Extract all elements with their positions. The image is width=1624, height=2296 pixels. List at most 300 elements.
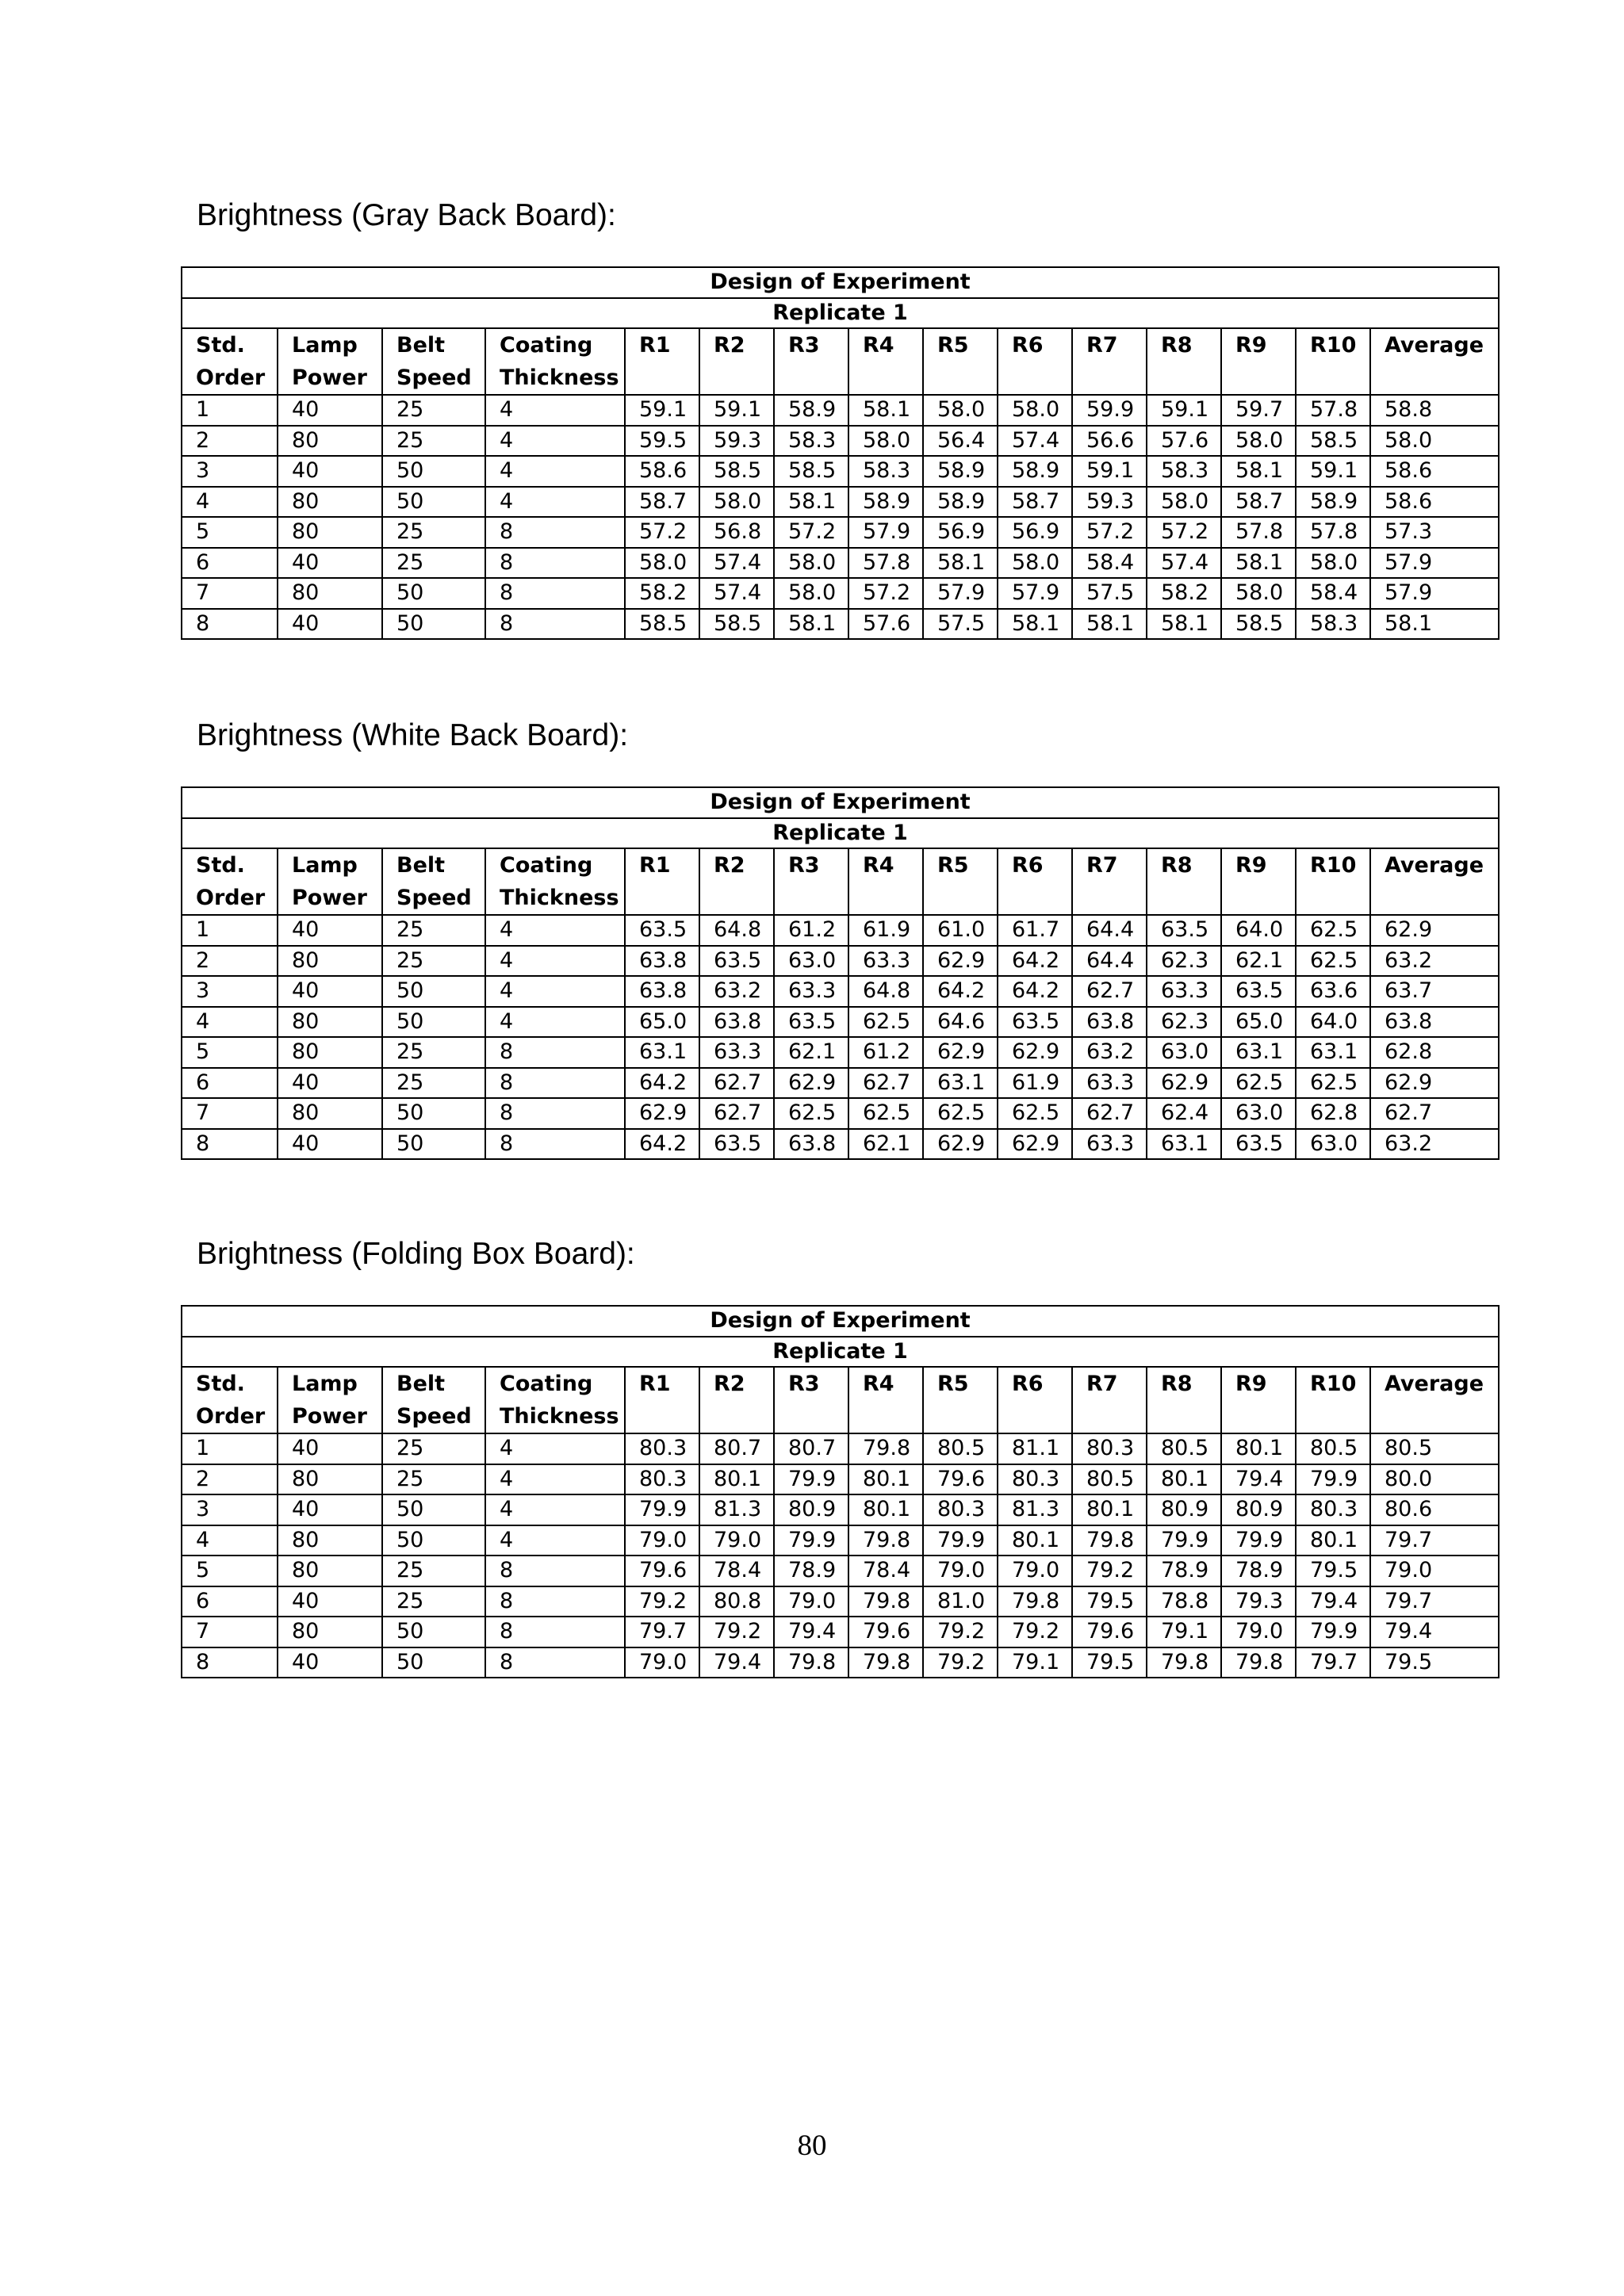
- table-cell: 79.4: [699, 1647, 774, 1678]
- table-cell: 79.9: [625, 1494, 699, 1525]
- table-cell: 78.9: [774, 1556, 848, 1586]
- table-cell: 79.8: [1072, 1525, 1147, 1556]
- column-header-row: [182, 848, 1499, 915]
- table-cell: 62.5: [1296, 915, 1370, 946]
- table-cell: 58.7: [998, 487, 1072, 518]
- table-cell: 57.8: [1296, 395, 1370, 426]
- table-cell: 25: [382, 395, 485, 426]
- table-body: [182, 787, 1499, 1159]
- table-cell: 80.1: [848, 1464, 923, 1495]
- table-cell: 79.2: [1072, 1556, 1147, 1586]
- table-cell: 78.9: [1221, 1556, 1296, 1586]
- table-cell: 64.0: [1296, 1007, 1370, 1038]
- table-cell: 58.0: [998, 395, 1072, 426]
- table-cell: 58.0: [1221, 426, 1296, 457]
- table-cell: 58.0: [848, 426, 923, 457]
- table-cell: 63.1: [1221, 1037, 1296, 1068]
- table-header-sub: Replicate 1: [182, 1337, 1499, 1368]
- table-cell: 57.8: [1221, 517, 1296, 548]
- table-cell: 79.7: [1370, 1586, 1499, 1617]
- column-header: R1: [625, 1367, 699, 1433]
- table-cell: 79.8: [848, 1525, 923, 1556]
- table-cell: 59.1: [625, 395, 699, 426]
- table-cell: 64.2: [625, 1068, 699, 1099]
- table-cell: 58.5: [1296, 426, 1370, 457]
- table-cell: 63.5: [998, 1007, 1072, 1038]
- column-header: R9: [1221, 848, 1296, 915]
- column-header: R6: [998, 848, 1072, 915]
- table-header-main: Design of Experiment: [182, 787, 1499, 818]
- table-cell: 8: [485, 578, 625, 609]
- table-cell: 7: [182, 1617, 278, 1647]
- table-cell: 80.5: [1370, 1433, 1499, 1464]
- page-number: 80: [797, 2130, 827, 2162]
- table-cell: 50: [382, 1647, 485, 1678]
- section-title-gray: Brightness (Gray Back Board):: [197, 198, 616, 232]
- table-cell: 57.2: [1072, 517, 1147, 548]
- table-cell: 62.8: [1370, 1037, 1499, 1068]
- table-cell: 1: [182, 395, 278, 426]
- table-cell: 79.9: [1296, 1617, 1370, 1647]
- table-cell: 81.3: [699, 1494, 774, 1525]
- table-cell: 63.8: [699, 1007, 774, 1038]
- table-cell: 79.4: [1370, 1617, 1499, 1647]
- column-header: R5: [923, 1367, 998, 1433]
- table-cell: 25: [382, 946, 485, 977]
- table-cell: 79.0: [625, 1525, 699, 1556]
- table-cell: 62.7: [1072, 976, 1147, 1007]
- table-cell: 80.3: [625, 1433, 699, 1464]
- table-cell: 5: [182, 1556, 278, 1586]
- column-header: R9: [1221, 1367, 1296, 1433]
- table-gray-back-board: [181, 266, 1500, 640]
- table-cell: 40: [278, 548, 382, 579]
- table-cell: 80.1: [998, 1525, 1072, 1556]
- table-cell: 57.9: [923, 578, 998, 609]
- column-header: R4: [848, 848, 923, 915]
- table-cell: 80.1: [699, 1464, 774, 1495]
- table-cell: 6: [182, 548, 278, 579]
- table-cell: 80.1: [848, 1494, 923, 1525]
- table-cell: 61.9: [848, 915, 923, 946]
- table-cell: 64.2: [625, 1129, 699, 1160]
- table-cell: 64.8: [848, 976, 923, 1007]
- table-cell: 58.5: [699, 456, 774, 487]
- table-header-main: Design of Experiment: [182, 1306, 1499, 1337]
- table-cell: 79.8: [1221, 1647, 1296, 1678]
- table-cell: 79.8: [848, 1647, 923, 1678]
- column-header: R10: [1296, 848, 1370, 915]
- table-cell: 79.8: [1147, 1647, 1221, 1678]
- table-cell: 4: [182, 1525, 278, 1556]
- table-cell: 8: [182, 609, 278, 640]
- table-cell: 63.0: [1296, 1129, 1370, 1160]
- column-header: R8: [1147, 848, 1221, 915]
- table-cell: 79.0: [998, 1556, 1072, 1586]
- table-cell: 62.7: [1072, 1098, 1147, 1129]
- table-cell: 58.9: [923, 456, 998, 487]
- table-row: [182, 1129, 1499, 1160]
- table-cell: 4: [485, 426, 625, 457]
- table-cell: 6: [182, 1586, 278, 1617]
- table-cell: 3: [182, 1494, 278, 1525]
- table-row: [182, 395, 1499, 426]
- table-cell: 5: [182, 1037, 278, 1068]
- table-cell: 79.0: [699, 1525, 774, 1556]
- table-cell: 57.2: [1147, 517, 1221, 548]
- table-cell: 40: [278, 1647, 382, 1678]
- table-cell: 57.2: [848, 578, 923, 609]
- table-cell: 61.0: [923, 915, 998, 946]
- table-cell: 63.5: [1221, 976, 1296, 1007]
- table-cell: 62.9: [923, 1037, 998, 1068]
- table-cell: 79.5: [1072, 1586, 1147, 1617]
- table-cell: 64.2: [923, 976, 998, 1007]
- table-cell: 62.5: [1296, 1068, 1370, 1099]
- table-cell: 81.0: [923, 1586, 998, 1617]
- table-cell: 80: [278, 1525, 382, 1556]
- table-cell: 58.6: [1370, 487, 1499, 518]
- table-cell: 80.9: [1221, 1494, 1296, 1525]
- table-cell: 25: [382, 1068, 485, 1099]
- table-row: [182, 1647, 1499, 1678]
- column-header: Lamp Power: [278, 1367, 382, 1433]
- table-cell: 79.0: [1370, 1556, 1499, 1586]
- table-cell: 50: [382, 1525, 485, 1556]
- table-cell: 62.5: [848, 1007, 923, 1038]
- table-row: [182, 1586, 1499, 1617]
- table-cell: 63.8: [625, 946, 699, 977]
- table-cell: 2: [182, 946, 278, 977]
- table-cell: 58.9: [774, 395, 848, 426]
- table-cell: 80.3: [625, 1464, 699, 1495]
- table-cell: 58.0: [1370, 426, 1499, 457]
- table-cell: 8: [485, 1068, 625, 1099]
- table-cell: 63.1: [625, 1037, 699, 1068]
- table-cell: 79.0: [625, 1647, 699, 1678]
- table-cell: 58.9: [848, 487, 923, 518]
- table-cell: 79.6: [848, 1617, 923, 1647]
- table-cell: 57.2: [774, 517, 848, 548]
- column-header: R7: [1072, 1367, 1147, 1433]
- table-cell: 57.4: [998, 426, 1072, 457]
- table-cell: 62.5: [1221, 1068, 1296, 1099]
- column-header: R1: [625, 328, 699, 395]
- column-header: R7: [1072, 848, 1147, 915]
- table-cell: 62.9: [774, 1068, 848, 1099]
- table-cell: 63.8: [625, 976, 699, 1007]
- table-cell: 58.3: [1296, 609, 1370, 640]
- table-cell: 58.5: [774, 456, 848, 487]
- table-cell: 79.4: [1221, 1464, 1296, 1495]
- column-header: R3: [774, 328, 848, 395]
- table-cell: 80.0: [1370, 1464, 1499, 1495]
- column-header: R1: [625, 848, 699, 915]
- table-cell: 63.3: [774, 976, 848, 1007]
- table-cell: 58.0: [1296, 548, 1370, 579]
- table-cell: 59.7: [1221, 395, 1296, 426]
- column-header: Belt Speed: [382, 848, 485, 915]
- column-header: R4: [848, 328, 923, 395]
- table-cell: 5: [182, 517, 278, 548]
- column-header: Average: [1370, 328, 1499, 395]
- table-cell: 58.8: [1370, 395, 1499, 426]
- table-cell: 4: [485, 1433, 625, 1464]
- table-cell: 40: [278, 915, 382, 946]
- table-cell: 63.7: [1370, 976, 1499, 1007]
- table-cell: 63.5: [774, 1007, 848, 1038]
- table-cell: 62.7: [848, 1068, 923, 1099]
- table-cell: 62.9: [625, 1098, 699, 1129]
- table-cell: 56.4: [923, 426, 998, 457]
- table-cell: 63.2: [1072, 1037, 1147, 1068]
- table-cell: 2: [182, 426, 278, 457]
- table-cell: 58.5: [625, 609, 699, 640]
- column-header: Lamp Power: [278, 328, 382, 395]
- column-header: R2: [699, 848, 774, 915]
- table-cell: 80.1: [1072, 1494, 1147, 1525]
- table-cell: 50: [382, 1007, 485, 1038]
- table-cell: 80.8: [699, 1586, 774, 1617]
- table-cell: 80.7: [774, 1433, 848, 1464]
- table-cell: 63.5: [1221, 1129, 1296, 1160]
- table-cell: 57.9: [1370, 578, 1499, 609]
- table-cell: 62.8: [1296, 1098, 1370, 1129]
- table-cell: 50: [382, 1129, 485, 1160]
- column-header: Average: [1370, 848, 1499, 915]
- table-row: [182, 1494, 1499, 1525]
- table-cell: 81.1: [998, 1433, 1072, 1464]
- table-cell: 57.4: [699, 578, 774, 609]
- table-cell: 63.0: [1221, 1098, 1296, 1129]
- table-cell: 80.9: [1147, 1494, 1221, 1525]
- table-row: [182, 946, 1499, 977]
- table-cell: 64.4: [1072, 915, 1147, 946]
- table-cell: 59.3: [1072, 487, 1147, 518]
- table-cell: 62.1: [848, 1129, 923, 1160]
- table-cell: 58.5: [1221, 609, 1296, 640]
- table-cell: 4: [182, 487, 278, 518]
- table-cell: 59.3: [699, 426, 774, 457]
- column-header: Belt Speed: [382, 328, 485, 395]
- table-cell: 79.5: [1370, 1647, 1499, 1678]
- table-cell: 7: [182, 1098, 278, 1129]
- table-cell: 25: [382, 517, 485, 548]
- table-cell: 56.9: [923, 517, 998, 548]
- table-cell: 61.2: [774, 915, 848, 946]
- table-cell: 65.0: [1221, 1007, 1296, 1038]
- table-cell: 62.3: [1147, 1007, 1221, 1038]
- column-header: R8: [1147, 328, 1221, 395]
- table-cell: 50: [382, 976, 485, 1007]
- table-cell: 78.4: [699, 1556, 774, 1586]
- table-cell: 8: [485, 1556, 625, 1586]
- table-cell: 79.4: [774, 1617, 848, 1647]
- table-row: [182, 578, 1499, 609]
- table-cell: 40: [278, 1494, 382, 1525]
- table-cell: 50: [382, 487, 485, 518]
- table-cell: 4: [485, 1007, 625, 1038]
- table-cell: 78.4: [848, 1556, 923, 1586]
- table-cell: 79.2: [998, 1617, 1072, 1647]
- table-cell: 79.7: [1370, 1525, 1499, 1556]
- table-cell: 80.3: [998, 1464, 1072, 1495]
- table-cell: 79.3: [1221, 1586, 1296, 1617]
- table-row: [182, 487, 1499, 518]
- table-cell: 8: [485, 1037, 625, 1068]
- column-header: R7: [1072, 328, 1147, 395]
- table-cell: 57.5: [1072, 578, 1147, 609]
- table-cell: 58.5: [699, 609, 774, 640]
- table-white-back-board: [181, 786, 1500, 1160]
- table-cell: 58.7: [625, 487, 699, 518]
- table-cell: 63.0: [1147, 1037, 1221, 1068]
- table-cell: 4: [485, 976, 625, 1007]
- table-cell: 58.0: [625, 548, 699, 579]
- table-cell: 62.1: [1221, 946, 1296, 977]
- column-header: R5: [923, 848, 998, 915]
- table-row: [182, 1433, 1499, 1464]
- table-cell: 4: [485, 1525, 625, 1556]
- table-cell: 63.1: [1296, 1037, 1370, 1068]
- table-cell: 80: [278, 487, 382, 518]
- table-cell: 8: [485, 1617, 625, 1647]
- table-cell: 50: [382, 1617, 485, 1647]
- column-header: Coating Thickness: [485, 1367, 625, 1433]
- table-row: [182, 976, 1499, 1007]
- table-cell: 57.9: [1370, 548, 1499, 579]
- table-row: [182, 1525, 1499, 1556]
- table-cell: 40: [278, 976, 382, 1007]
- table-cell: 62.7: [1370, 1098, 1499, 1129]
- table-cell: 58.1: [848, 395, 923, 426]
- table-cell: 57.9: [998, 578, 1072, 609]
- table-cell: 25: [382, 548, 485, 579]
- table-cell: 58.0: [774, 548, 848, 579]
- table-cell: 58.0: [923, 395, 998, 426]
- table-row: [182, 1464, 1499, 1495]
- table-cell: 79.0: [1221, 1617, 1296, 1647]
- table-cell: 8: [485, 1129, 625, 1160]
- table-cell: 56.6: [1072, 426, 1147, 457]
- table-cell: 58.3: [774, 426, 848, 457]
- column-header: Average: [1370, 1367, 1499, 1433]
- table-cell: 58.0: [774, 578, 848, 609]
- column-header: R2: [699, 328, 774, 395]
- table-cell: 79.9: [774, 1464, 848, 1495]
- table-cell: 58.9: [1296, 487, 1370, 518]
- table-cell: 79.7: [1296, 1647, 1370, 1678]
- table-cell: 63.2: [1370, 1129, 1499, 1160]
- table-cell: 61.7: [998, 915, 1072, 946]
- table-cell: 57.8: [1296, 517, 1370, 548]
- table-cell: 79.0: [774, 1586, 848, 1617]
- section-title-folding-box: Brightness (Folding Box Board):: [197, 1237, 635, 1271]
- table-cell: 58.2: [625, 578, 699, 609]
- table-cell: 62.5: [1296, 946, 1370, 977]
- table-cell: 58.6: [625, 456, 699, 487]
- table-cell: 79.6: [625, 1556, 699, 1586]
- table-cell: 79.8: [774, 1647, 848, 1678]
- table-cell: 62.9: [923, 946, 998, 977]
- table-cell: 64.4: [1072, 946, 1147, 977]
- table-row: [182, 1556, 1499, 1586]
- column-header: R4: [848, 1367, 923, 1433]
- table-cell: 80.3: [923, 1494, 998, 1525]
- table-cell: 63.3: [1147, 976, 1221, 1007]
- table-cell: 62.7: [699, 1068, 774, 1099]
- table-row: [182, 1068, 1499, 1099]
- table-cell: 59.9: [1072, 395, 1147, 426]
- table-cell: 25: [382, 915, 485, 946]
- table-cell: 64.0: [1221, 915, 1296, 946]
- table-cell: 58.6: [1370, 456, 1499, 487]
- table-cell: 58.1: [1221, 548, 1296, 579]
- table-cell: 50: [382, 456, 485, 487]
- table-cell: 61.9: [998, 1068, 1072, 1099]
- table-cell: 50: [382, 578, 485, 609]
- table-cell: 57.9: [848, 517, 923, 548]
- table-cell: 65.0: [625, 1007, 699, 1038]
- table-cell: 64.8: [699, 915, 774, 946]
- table-cell: 63.2: [1370, 946, 1499, 977]
- table-cell: 79.1: [998, 1647, 1072, 1678]
- table-cell: 79.8: [848, 1586, 923, 1617]
- table-cell: 80.3: [1296, 1494, 1370, 1525]
- table-header-sub: Replicate 1: [182, 298, 1499, 329]
- table-folding-box-board: [181, 1305, 1500, 1678]
- table-cell: 59.1: [699, 395, 774, 426]
- table-cell: 56.9: [998, 517, 1072, 548]
- table-cell: 58.1: [774, 487, 848, 518]
- table-cell: 8: [485, 609, 625, 640]
- table-cell: 8: [182, 1647, 278, 1678]
- table-cell: 64.2: [998, 946, 1072, 977]
- table-cell: 62.5: [923, 1098, 998, 1129]
- table-cell: 8: [485, 548, 625, 579]
- table-cell: 63.3: [848, 946, 923, 977]
- table-cell: 63.3: [699, 1037, 774, 1068]
- table-cell: 80.1: [1221, 1433, 1296, 1464]
- table-row: [182, 1007, 1499, 1038]
- column-header: R3: [774, 848, 848, 915]
- table-cell: 78.9: [1147, 1556, 1221, 1586]
- table-row: [182, 915, 1499, 946]
- table-cell: 3: [182, 976, 278, 1007]
- table-cell: 25: [382, 1586, 485, 1617]
- column-header: Std. Order: [182, 1367, 278, 1433]
- table-cell: 79.6: [923, 1464, 998, 1495]
- column-header: R6: [998, 328, 1072, 395]
- column-header: R2: [699, 1367, 774, 1433]
- table-cell: 4: [485, 915, 625, 946]
- table-cell: 79.9: [1296, 1464, 1370, 1495]
- table-cell: 79.9: [1147, 1525, 1221, 1556]
- table-cell: 63.8: [1072, 1007, 1147, 1038]
- column-header: R5: [923, 328, 998, 395]
- table-cell: 57.6: [1147, 426, 1221, 457]
- table-cell: 80: [278, 1007, 382, 1038]
- table-cell: 62.4: [1147, 1098, 1221, 1129]
- table-cell: 63.5: [699, 946, 774, 977]
- table-cell: 63.6: [1296, 976, 1370, 1007]
- table-cell: 79.7: [625, 1617, 699, 1647]
- table-row: [182, 1037, 1499, 1068]
- table-cell: 6: [182, 1068, 278, 1099]
- table-cell: 80.3: [1072, 1433, 1147, 1464]
- table-cell: 80: [278, 1556, 382, 1586]
- table-cell: 79.2: [625, 1586, 699, 1617]
